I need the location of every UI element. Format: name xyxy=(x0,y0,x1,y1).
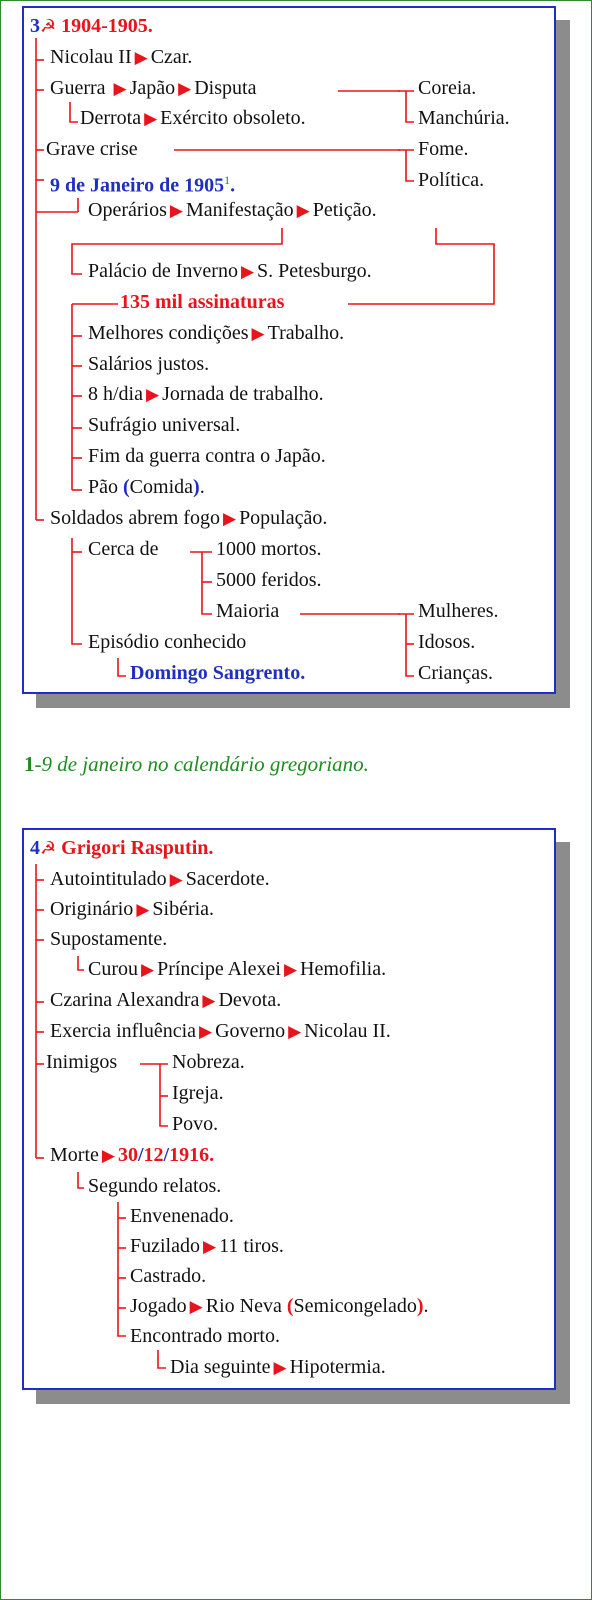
nobreza-text: Nobreza. xyxy=(172,1051,245,1073)
arrow-icon: ▶ xyxy=(178,79,192,98)
originario-text: Originário xyxy=(50,898,134,920)
politica-text: Política. xyxy=(418,169,485,191)
guerra-text: Guerra xyxy=(50,77,106,99)
footnote xyxy=(24,752,369,777)
arrow-icon: ▶ xyxy=(222,509,237,528)
date-text: 9 de Janeiro de 1905 xyxy=(50,174,225,197)
tiros-text: 11 tiros. xyxy=(219,1235,284,1257)
death-day: 30 xyxy=(117,1144,138,1166)
devota-text: Devota. xyxy=(218,989,282,1011)
line-guerra xyxy=(50,76,256,101)
arrow-icon: ▶ xyxy=(141,960,155,979)
siberia-text: Sibéria. xyxy=(152,898,215,920)
section-number: 4 xyxy=(30,837,40,859)
arrow-icon: ▶ xyxy=(203,1237,217,1256)
mulheres-text: Mulheres. xyxy=(418,600,499,622)
line-jornada xyxy=(88,382,324,407)
line-autointitulado xyxy=(50,867,270,892)
comida-text: Comida xyxy=(129,476,194,498)
grave-crise-text: Grave crise xyxy=(46,138,138,160)
arrow-icon: ▶ xyxy=(296,201,310,220)
footnote-ref: 1 xyxy=(224,173,231,187)
autointitulado-text: Autointitulado xyxy=(50,868,167,890)
curou-text: Curou xyxy=(88,958,138,980)
cerca-text: Cerca de xyxy=(88,538,159,560)
jogado-text: Jogado xyxy=(130,1295,187,1317)
igreja-text: Igreja. xyxy=(172,1082,224,1104)
arrow-icon: ▶ xyxy=(199,1022,213,1041)
footnote-number: 1 xyxy=(24,752,35,776)
encontrado-text: Encontrado morto. xyxy=(130,1325,280,1347)
sacerdote-text: Sacerdote. xyxy=(185,868,270,890)
hemofilia-text: Hemofilia. xyxy=(300,958,387,980)
line-palacio xyxy=(88,259,372,284)
arrow-icon: ▶ xyxy=(113,79,127,98)
line-morte: Morte ▶ 30/12/1916. xyxy=(50,1144,215,1166)
arrow-icon: ▶ xyxy=(144,109,158,128)
section-title: Grigori Rasputin. xyxy=(61,837,214,859)
governo-text: Governo xyxy=(215,1020,286,1042)
coreia-text: Coreia. xyxy=(418,77,477,99)
trabalho-text: Trabalho. xyxy=(267,322,345,344)
section-title: 1904-1905. xyxy=(61,15,153,37)
footnote-text: -9 de janeiro no calendário gregoriano. xyxy=(34,752,369,776)
line-operarios xyxy=(88,198,377,223)
line-originario xyxy=(50,897,214,922)
petesburgo-text: S. Petesburgo. xyxy=(257,260,372,282)
line-pao: Pão (Comida). xyxy=(88,476,205,498)
fuzilado-text: Fuzilado xyxy=(130,1235,200,1257)
exercito-text: Exército obsoleto. xyxy=(160,107,306,129)
exercia-text: Exercia influência xyxy=(50,1020,197,1042)
arrow-icon: ▶ xyxy=(101,1146,115,1165)
manchuria-text: Manchúria. xyxy=(418,107,510,129)
arrow-icon: ▶ xyxy=(202,991,216,1010)
line-dia-seguinte xyxy=(170,1355,386,1380)
operarios-text: Operários xyxy=(88,199,167,221)
arrow-icon: ▶ xyxy=(283,960,298,979)
criancas-text: Crianças. xyxy=(418,662,493,684)
rio-text: Rio Neva xyxy=(205,1295,282,1317)
fome-text: Fome. xyxy=(418,138,469,160)
pao-text: Pão xyxy=(88,476,118,498)
populacao-text: População. xyxy=(239,507,328,529)
derrota-text: Derrota xyxy=(80,107,142,129)
feridos-text: 5000 feridos. xyxy=(216,569,322,591)
manifestacao-text: Manifestação xyxy=(185,199,294,221)
sufragio-text: Sufrágio universal. xyxy=(88,414,241,436)
assinaturas-text: 135 mil assinaturas xyxy=(120,291,285,313)
arrow-icon: ▶ xyxy=(273,1358,287,1377)
arrow-icon: ▶ xyxy=(189,1297,203,1316)
mortos-text: 1000 mortos. xyxy=(216,538,322,560)
maioria-text: Maioria xyxy=(216,600,280,622)
episodio-text: Episódio conhecido xyxy=(88,631,247,653)
arrow-icon: ▶ xyxy=(251,324,265,343)
principe-text: Príncipe Alexei xyxy=(157,958,281,980)
fim-guerra-text: Fim da guerra contra o Japão. xyxy=(88,445,326,467)
salarios-text: Salários justos. xyxy=(88,353,210,375)
inimigos-text: Inimigos xyxy=(46,1051,118,1073)
peticao-text: Petição. xyxy=(312,199,377,221)
section-4-header xyxy=(30,836,213,860)
hammer-sickle-icon: ☭ xyxy=(40,16,57,36)
morte-text: Morte xyxy=(50,1144,99,1166)
dia-seguinte-text: Dia seguinte xyxy=(170,1356,271,1378)
arrow-icon: ▶ xyxy=(146,385,160,404)
nicolau-text: Nicolau II. xyxy=(304,1020,391,1042)
semicongelado-text: Semicongelado xyxy=(293,1295,417,1317)
jornada-text: Jornada de trabalho. xyxy=(162,383,324,405)
arrow-icon: ▶ xyxy=(134,48,148,67)
domingo-text: Domingo Sangrento. xyxy=(130,662,306,684)
envenenado-text: Envenenado. xyxy=(130,1205,234,1227)
line-fuzilado xyxy=(130,1234,284,1259)
segundo-text: Segundo relatos. xyxy=(88,1175,222,1197)
line-jogado: Jogado ▶ Rio Neva (Semicongelado). xyxy=(130,1295,429,1317)
line-melhores xyxy=(88,321,344,346)
melhores-text: Melhores condições xyxy=(88,322,249,344)
japao-text: Japão xyxy=(129,77,176,99)
supostamente-text: Supostamente. xyxy=(50,928,168,950)
death-month: 12 xyxy=(143,1144,164,1166)
czar-text: Czar. xyxy=(150,46,193,68)
line-nicolau xyxy=(50,45,192,70)
hipotermia-text: Hipotermia. xyxy=(289,1356,386,1378)
arrow-icon: ▶ xyxy=(240,262,255,281)
nicolau-text: Nicolau II xyxy=(50,46,132,68)
arrow-icon: ▶ xyxy=(169,201,183,220)
death-year: 1916. xyxy=(169,1144,215,1166)
line-curou xyxy=(88,957,386,982)
soldados-text: Soldados abrem fogo xyxy=(50,507,220,529)
povo-text: Povo. xyxy=(172,1113,219,1135)
castrado-text: Castrado. xyxy=(130,1265,207,1287)
idosos-text: Idosos. xyxy=(418,631,476,653)
oito-h-text: 8 h/dia xyxy=(88,383,143,405)
line-czarina xyxy=(50,988,281,1013)
section-3-header xyxy=(30,14,153,38)
disputa-text: Disputa xyxy=(194,77,257,99)
arrow-icon: ▶ xyxy=(136,900,150,919)
line-date xyxy=(50,168,235,198)
czarina-text: Czarina Alexandra xyxy=(50,989,200,1011)
date-end: . xyxy=(230,174,236,197)
line-derrota xyxy=(80,106,306,131)
hammer-sickle-icon: ☭ xyxy=(40,838,57,858)
palacio-text: Palácio de Inverno xyxy=(88,260,238,282)
arrow-icon: ▶ xyxy=(169,870,183,889)
line-soldados xyxy=(50,506,327,531)
line-exercia xyxy=(50,1019,391,1044)
section-number: 3 xyxy=(30,15,40,37)
arrow-icon: ▶ xyxy=(288,1022,302,1041)
